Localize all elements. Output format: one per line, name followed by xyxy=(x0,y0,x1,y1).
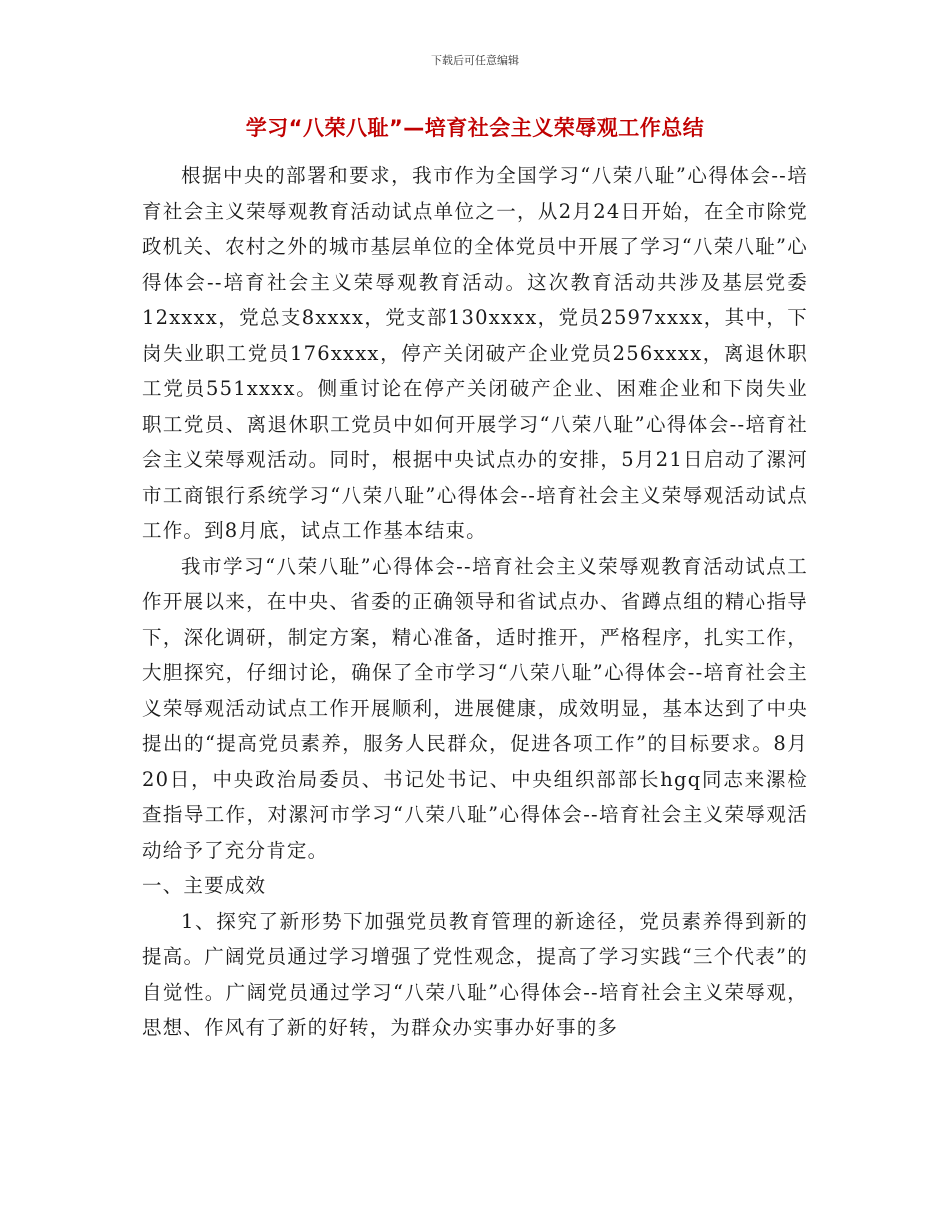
paragraph-achievement-1: 1、探究了新形势下加强党员教育管理的新途径，党员素养得到新的提高。广阔党员通过学习增强了党性观念，提高了学习实践“三个代表”的自觉性。广阔党员通过学习“八荣八耻”心得体会--培育社会主义荣辱观，思想、作风有了新的好转，为群众办实事办好事的多 xyxy=(142,909,808,1039)
paragraph-progress: 我市学习“八荣八耻”心得体会--培育社会主义荣辱观教育活动试点工作开展以来，在中央、省委的正确领导和省试点办、省蹲点组的精心指导下，深化调研，制定方案，精心准备，适时推开，严格程序，扎实工作，大胆探究，仔细讨论，确保了全市学习“八荣八耻”心得体会--培育社会主义荣辱观活动试点工作开展顺利，进展健康，成效明显，基本达到了中央提出的“提高党员素养，服务人民群众，促进各项工作”的目标要求。8月20日，中央政治局委员、书记处书记、中央组织部部长hgq同志来漯检查指导工作，对漯河市学习“八荣八耻”心得体会--培育社会主义荣辱观活动给予了充分肯定。 xyxy=(142,554,808,862)
header-note: 下载后可任意编辑 xyxy=(431,54,519,67)
section-heading: 一、主要成效 xyxy=(142,874,267,897)
document-body xyxy=(142,158,808,1046)
document-title: 学习“八荣八耻”—培育社会主义荣辱观工作总结 xyxy=(245,116,705,140)
paragraph-intro: 根据中央的部署和要求，我市作为全国学习“八荣八耻”心得体会--培育社会主义荣辱观教育活动试点单位之一，从2月24日开始，在全市除党政机关、农村之外的城市基层单位的全体党员中开展了学习“八荣八耻”心得体会--培育社会主义荣辱观教育活动。这次教育活动共涉及基层党委12xxxx，党总支8xxxx，党支部130xxxx，党员2597xxxx，其中，下岗失业职工党员176xxxx，停产关闭破产企业党员256xxxx，离退休职工党员551xxxx。侧重讨论在停产关闭破产企业、困难企业和下岗失业职工党员、离退休职工党员中如何开展学习“八荣八耻”心得体会--培育社会主义荣辱观活动。同时，根据中央试点办的安排，5月21日启动了漯河市工商银行系统学习“八荣八耻”心得体会--培育社会主义荣辱观活动试点工作。到8月底，试点工作基本结束。 xyxy=(142,164,808,542)
